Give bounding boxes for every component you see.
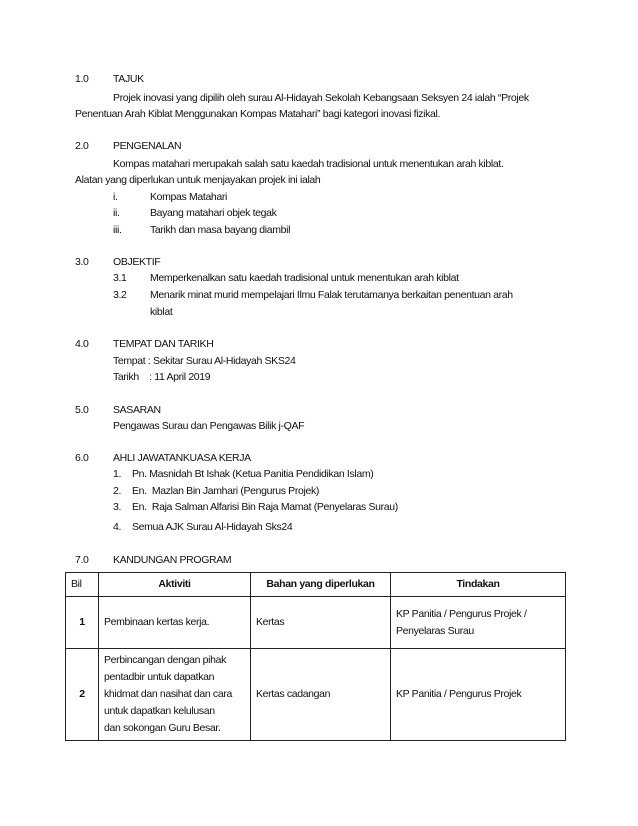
header-bahan: Bahan yang diperlukan <box>251 573 391 597</box>
committee-item-2-text: En. Mazlan Bin Jamhari (Pengurus Projek) <box>132 485 319 497</box>
section-5-heading: SASARAN <box>113 404 161 416</box>
section-5-target: Pengawas Surau dan Pengawas Bilik j-QAF <box>113 420 305 432</box>
row-1-bil: 1 <box>66 597 99 649</box>
row-1-tindakan-line: KP Panitia / Pengurus Projek / <box>396 607 527 620</box>
table-row <box>66 597 566 649</box>
section-1-line-2: Penentuan Arah Kiblat Menggunakan Kompas Matahari” bagi kategori inovasi fizikal. <box>75 108 441 120</box>
row-2-aktiviti-line: Perbincangan dengan pihak <box>104 654 227 666</box>
section-3-number: 3.0 <box>75 256 89 268</box>
section-2-item-2-marker: ii. <box>113 207 120 219</box>
committee-item-3-marker: 3. <box>113 501 122 513</box>
row-1-bahan: Kertas <box>251 597 391 649</box>
section-2-item-2-text: Bayang matahari objek tegak <box>150 207 277 219</box>
section-4-number: 4.0 <box>75 338 89 350</box>
section-3-item-2-continuation: kiblat <box>150 306 173 318</box>
section-2-line-2: Alatan yang diperlukan untuk menjayakan projek ini ialah <box>75 174 321 186</box>
section-4-date: Tarikh : 11 April 2019 <box>113 371 211 383</box>
row-2-tindakan-line: KP Panitia / Pengurus Projek <box>396 688 522 700</box>
row-1-tindakan-line: Penyelaras Surau <box>396 624 474 637</box>
row-2-aktiviti-line: khidmat dan nasihat dan cara <box>104 688 232 700</box>
section-5-number: 5.0 <box>75 404 89 416</box>
row-1-aktiviti <box>99 597 251 649</box>
row-1-tindakan <box>391 597 566 649</box>
section-3-item-1-marker: 3.1 <box>113 272 127 284</box>
header-aktiviti: Aktiviti <box>99 573 251 597</box>
section-1-number: 1.0 <box>75 73 89 85</box>
row-2-bil: 2 <box>66 649 99 741</box>
committee-item-3-text: En. Raja Salman Alfarisi Bin Raja Mamat (Penyelaras Surau) <box>132 501 398 513</box>
section-1-heading: TAJUK <box>113 73 144 85</box>
header-tindakan: Tindakan <box>391 573 566 597</box>
table-header-row <box>66 573 566 597</box>
row-2-bahan: Kertas cadangan <box>251 649 391 741</box>
row-1-aktiviti-line: Pembinaan kertas kerja. <box>104 616 210 628</box>
program-table <box>65 572 566 741</box>
row-2-aktiviti-line: untuk dapatkan kelulusan <box>104 705 215 717</box>
section-3-item-2-marker: 3.2 <box>113 289 127 301</box>
row-2-aktiviti-line: pentadbir untuk dapatkan <box>104 671 215 683</box>
section-4-heading: TEMPAT DAN TARIKH <box>113 338 214 350</box>
section-3-item-2-text: Menarik minat murid mempelajari Ilmu Falak terutamanya berkaitan penentuan arah <box>150 289 513 301</box>
row-2-aktiviti-line: dan sokongan Guru Besar. <box>104 722 221 734</box>
section-2-item-3-marker: iii. <box>113 224 122 236</box>
section-4-venue: Tempat : Sekitar Surau Al-Hidayah SKS24 <box>113 355 296 367</box>
header-bil: Bil <box>66 573 99 597</box>
section-2-number: 2.0 <box>75 140 89 152</box>
section-3-heading: OBJEKTIF <box>113 256 161 268</box>
section-7-heading: KANDUNGAN PROGRAM <box>113 554 232 566</box>
committee-item-2-marker: 2. <box>113 485 122 497</box>
table-row <box>66 649 566 741</box>
section-2-line-1: Kompas matahari merupakah salah satu kaedah tradisional untuk menentukan arah kiblat. <box>113 158 504 170</box>
section-1-line-1: Projek inovasi yang dipilih oleh surau Al-Hidayah Sekolah Kebangsaan Seksyen 24 ialah “Projek <box>113 92 529 104</box>
section-2-item-1-marker: i. <box>113 191 118 203</box>
committee-item-4-text: Semua AJK Surau Al-Hidayah Sks24 <box>132 521 293 533</box>
section-6-number: 6.0 <box>75 452 89 464</box>
committee-item-1-marker: 1. <box>113 468 122 480</box>
row-2-tindakan <box>391 649 566 741</box>
section-6-heading: AHLI JAWATANKUASA KERJA <box>113 452 251 464</box>
row-2-aktiviti <box>99 649 251 741</box>
section-3-item-1-text: Memperkenalkan satu kaedah tradisional untuk menentukan arah kiblat <box>150 272 459 284</box>
section-7-number: 7.0 <box>75 554 89 566</box>
section-2-item-1-text: Kompas Matahari <box>150 191 228 203</box>
committee-item-1-text: Pn. Masnidah Bt Ishak (Ketua Panitia Pendidikan Islam) <box>132 468 374 480</box>
committee-item-4-marker: 4. <box>113 521 122 533</box>
section-2-item-3-text: Tarikh dan masa bayang diambil <box>150 224 291 236</box>
section-2-heading: PENGENALAN <box>113 140 182 152</box>
